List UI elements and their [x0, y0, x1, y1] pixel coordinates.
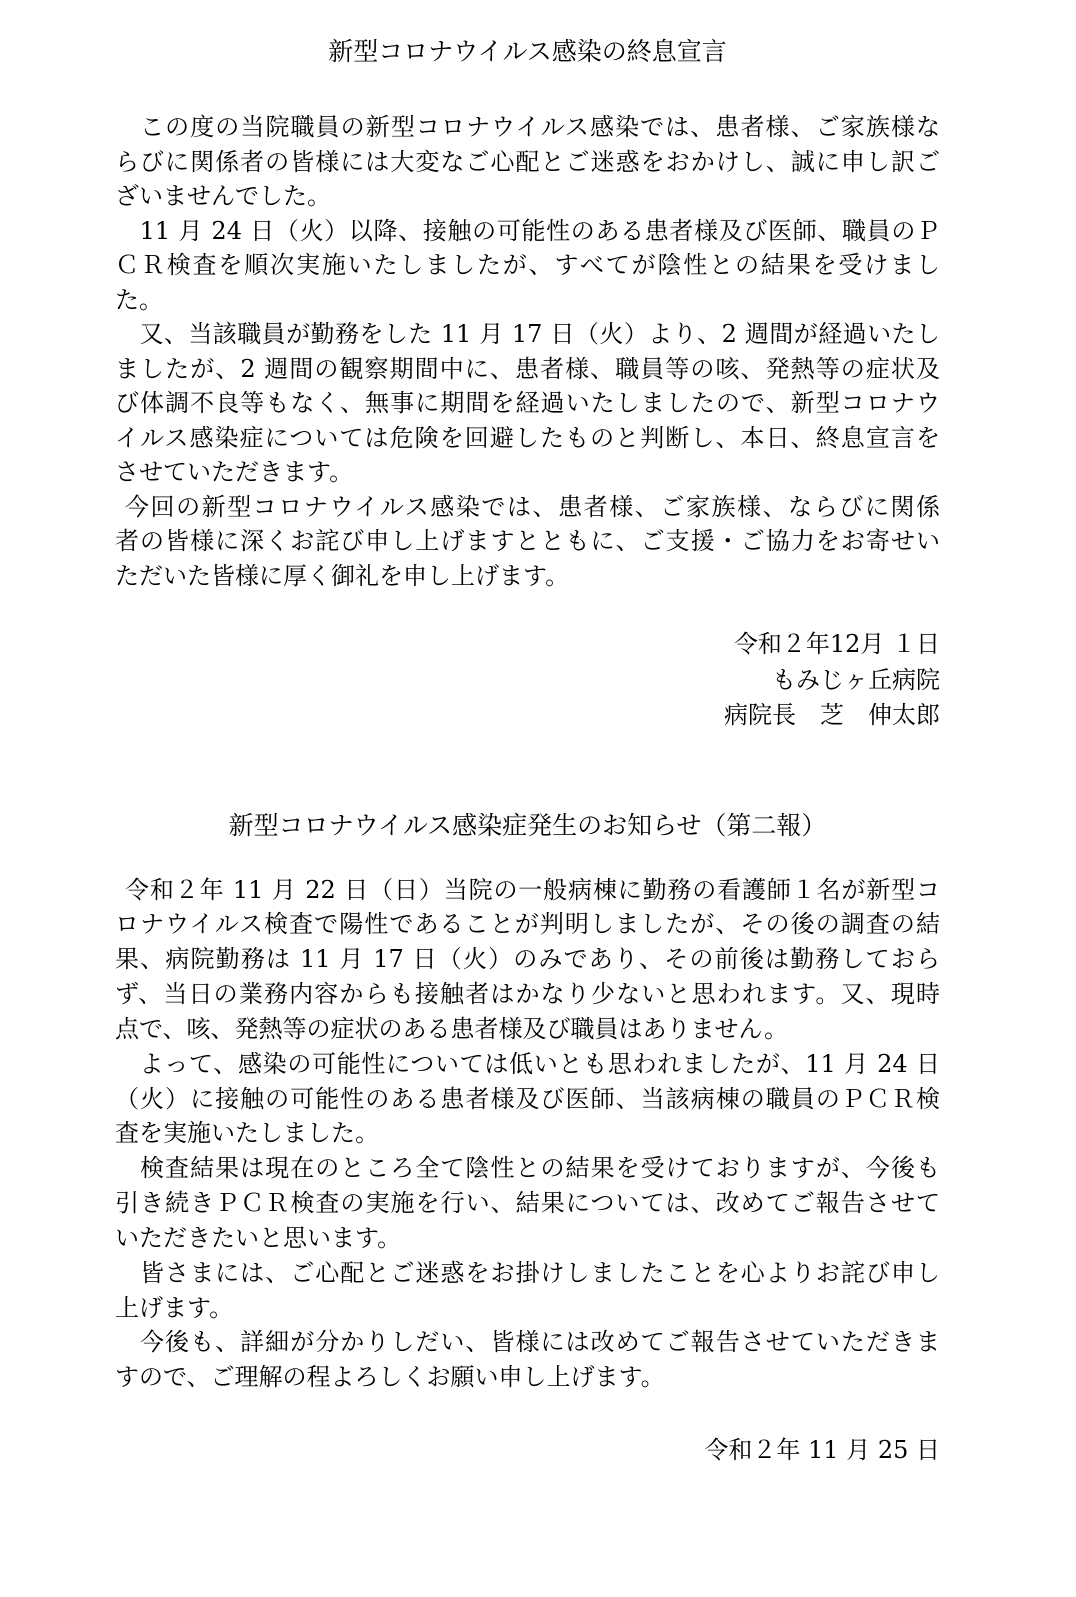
paragraph-line: 検査結果は現在のところ全て陰性との結果を受けておりますが、今後も	[115, 1154, 940, 1183]
notice-2-date: 令和２年 11 月 25 日	[704, 1436, 940, 1464]
paragraph	[115, 110, 940, 214]
paragraph	[115, 873, 940, 1047]
paragraph-line: させていただきます。	[115, 458, 354, 486]
paragraph-line: 今回の新型コロナウイルス感染では、患者様、ご家族様、ならびに関係	[125, 492, 940, 521]
paragraph-line: ただいた皆様に厚く御礼を申し上げます。	[115, 561, 570, 590]
paragraph	[115, 214, 940, 318]
paragraph	[115, 1256, 940, 1326]
paragraph-line: び体調不良等もなく、無事に期間を経過いたしましたので、新型コロナウ	[115, 389, 940, 417]
paragraph-line: よって、感染の可能性については低いとも思われましたが、11 月 24 日	[115, 1049, 940, 1078]
paragraph	[115, 490, 940, 594]
paragraph-line: 果、病院勤務は 11 月 17 日（火）のみであり、その前後は勤務しておら	[115, 945, 940, 974]
paragraph-line: 皆さまには、ご心配とご迷惑をお掛けしましたことを心よりお詫び申し	[115, 1258, 940, 1287]
paragraph-line: ましたが、2 週間の観察期間中に、患者様、職員等の咳、発熱等の症状及	[115, 354, 940, 383]
paragraph	[115, 317, 940, 490]
paragraph-line: この度の当院職員の新型コロナウイルス感染では、患者様、ご家族様な	[115, 113, 940, 141]
paragraph	[115, 1325, 940, 1395]
notice-1-title: 新型コロナウイルス感染の終息宣言	[328, 37, 727, 66]
notice-1-signature-block	[115, 627, 940, 734]
paragraph-line: 令和２年 11 月 22 日（日）当院の一般病棟に勤務の看護師１名が新型コ	[125, 875, 940, 904]
paragraph	[115, 1047, 940, 1152]
paragraph-line: 今後も、詳細が分かりしだい、皆様には改めてご報告させていただきま	[115, 1328, 940, 1357]
paragraph-line: イルス感染症については危険を回避したものと判断し、本日、終息宣言を	[115, 423, 940, 452]
paragraph-line: 又、当該職員が勤務をした 11 月 17 日（火）より、2 週間が経過いたし	[115, 320, 940, 348]
paragraph-line: ＣＲ検査を順次実施いたしましたが、すべてが陰性との結果を受けまし	[115, 251, 940, 279]
notice-1-date: 令和２年12月 １日	[733, 630, 940, 658]
paragraph-line: 11 月 24 日（火）以降、接触の可能性のある患者様及び医師、職員のＰ	[115, 216, 940, 245]
paragraph-line: た。	[115, 285, 163, 314]
paragraph-line: すので、ご理解の程よろしくお願い申し上げます。	[115, 1363, 665, 1392]
paragraph-line: いただきたいと思います。	[115, 1223, 402, 1252]
paragraph-line: らびに関係者の皆様には大変なご心配とご迷惑をおかけし、誠に申し訳ご	[115, 147, 940, 176]
notice-2-title: 新型コロナウイルス感染症発生のお知らせ（第二報）	[228, 811, 827, 840]
paragraph-line: 点で、咳、発熱等の症状のある患者様及び職員はありません。	[115, 1014, 788, 1043]
paragraph-line: 上げます。	[115, 1293, 234, 1322]
paragraph-line: 査を実施いたしました。	[115, 1119, 379, 1148]
signatory: 病院長 芝 伸太郎	[724, 701, 940, 729]
paragraph-line: ざいませんでした。	[115, 182, 331, 210]
paragraph-line: ず、当日の業務内容からも接触者はかなり少ないと思われます。又、現時	[115, 980, 940, 1009]
paragraph-line: 者の皆様に深くお詫び申し上げますとともに、ご支援・ご協力をお寄せい	[115, 527, 940, 555]
notice-1-body	[115, 110, 940, 593]
paragraph	[115, 1151, 940, 1256]
paragraph-line: ロナウイルス検査で陽性であることが判明しましたが、その後の調査の結	[115, 910, 940, 939]
paragraph-line: 引き続きＰＣＲ検査の実施を行い、結果については、改めてご報告させて	[115, 1189, 940, 1218]
hospital-name: もみじヶ丘病院	[772, 665, 940, 694]
notice-2-body	[115, 873, 940, 1396]
paragraph-line: （火）に接触の可能性のある患者様及び医師、当該病棟の職員のＰＣＲ検	[115, 1084, 940, 1113]
